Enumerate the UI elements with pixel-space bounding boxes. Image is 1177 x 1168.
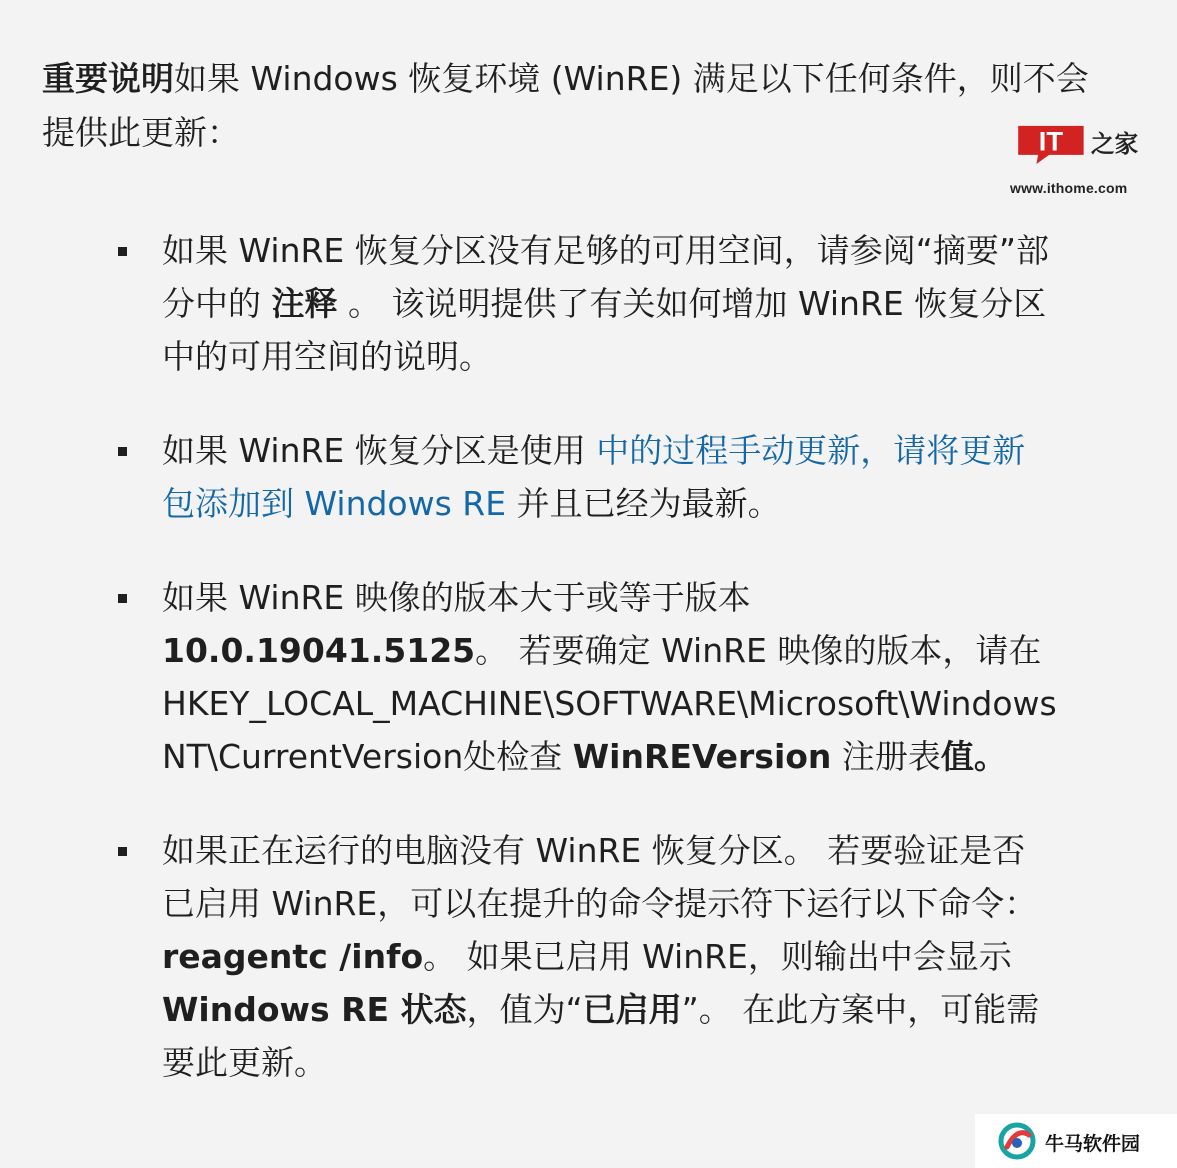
bullet-text: 。 如果已启用 WinRE，则输出中会显示 [423, 937, 1012, 976]
bullet-text: 如果 WinRE 映像的版本大于或等于版本 [162, 578, 751, 617]
bullet-square-icon [118, 247, 127, 256]
bullet-text: 如果 WinRE 恢复分区没有足够的可用空间，请参阅“摘要”部分中的 [162, 231, 1049, 323]
intro-text: 如果 Windows 恢复环境 (WinRE) 满足以下任何条件，则不会提供此更新： [42, 59, 1089, 152]
watermark-logo-icon [997, 1121, 1037, 1161]
winre-update-link[interactable]: 中的过程手动更新，请将更新包添加到 Windows RE [162, 431, 1026, 523]
list-item [118, 824, 1058, 1089]
ithome-logo [1010, 124, 1150, 204]
bullet-text: 并且已经为最新。 [506, 484, 781, 523]
bullet-text: 。 若要确定 WinRE 映像的版本，请在 HKEY_LOCAL_MACHINE\SOFTWARE\Microsoft\Windows NT\CurrentVersion处检查 [162, 631, 1057, 776]
bullet-text: 注册表 [831, 737, 941, 776]
version-number: 10.0.19041.5125 [162, 631, 476, 670]
list-item [118, 571, 1058, 783]
logo-url: www.ithome.com [1010, 180, 1128, 196]
command-text: reagentc /info [162, 937, 424, 976]
bullet-text: ”。 在此方案中，可能需要此更新。 [162, 990, 1040, 1082]
bullet-square-icon [118, 594, 127, 603]
list-item [118, 424, 1058, 530]
bullet-text: ，值为“ [466, 990, 583, 1029]
intro-paragraph [42, 52, 1102, 160]
watermark-badge [975, 1114, 1177, 1168]
bullet-bold-text: 注释 [271, 284, 338, 323]
intro-bold-label: 重要说明 [42, 59, 174, 98]
bullet-square-icon [118, 847, 127, 856]
condition-list [118, 224, 1058, 1130]
bullet-text: 如果 WinRE 恢复分区是使用 [162, 431, 597, 470]
bullet-bold-text: 已启用 [582, 990, 682, 1029]
logo-brand-text: 之家 [1090, 130, 1139, 159]
ithome-logo-mark [1010, 124, 1150, 164]
bullet-text: 。 该说明提供了有关如何增加 WinRE 恢复分区中的可用空间的说明。 [162, 284, 1047, 376]
bullet-bold-text: Windows RE 状态 [162, 990, 467, 1029]
list-item [118, 224, 1058, 383]
bullet-bold-text: 值。 [940, 737, 1007, 776]
logo-it-text: IT [1038, 125, 1064, 157]
bullet-square-icon [118, 447, 127, 456]
bullet-text: 如果正在运行的电脑没有 WinRE 恢复分区。 若要验证是否已启用 WinRE，可以在提升的命令提示符下运行以下命令： [162, 831, 1038, 923]
watermark-text: 牛马软件园 [1045, 1133, 1141, 1155]
registry-value-name: WinREVersion [572, 737, 832, 776]
